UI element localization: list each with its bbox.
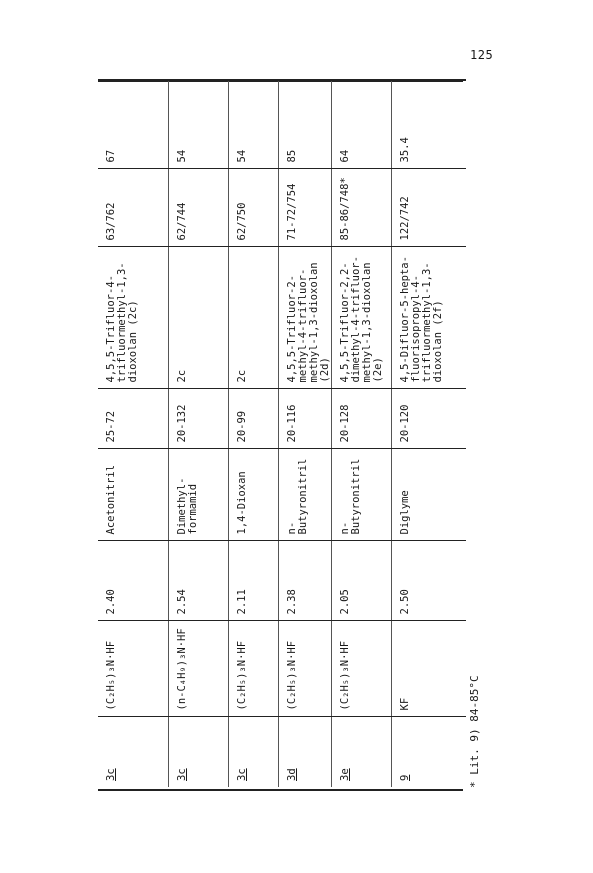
data-table [98, 79, 466, 787]
cell-id: 9 [391, 717, 466, 787]
cell-solvent: 1,4-Dioxan [228, 449, 278, 541]
cell-id: 3d [278, 717, 331, 787]
table-row [331, 80, 391, 787]
cell-temp: 20-116 [278, 389, 331, 449]
cell-bp: 71-72/754 [278, 169, 331, 247]
cell-reagent: (C₂H₅)₃N·HF [98, 621, 168, 717]
cell-ratio: 2.11 [228, 541, 278, 621]
cell-product: 2c [168, 247, 228, 389]
cell-yield: 35.4 [391, 80, 466, 169]
cell-solvent: Diglyme [391, 449, 466, 541]
table-row [391, 80, 466, 787]
cell-ratio: 2.38 [278, 541, 331, 621]
table-row [98, 80, 168, 787]
cell-ratio: 2.50 [391, 541, 466, 621]
cell-temp: 20-99 [228, 389, 278, 449]
cell-solvent: Acetonitril [98, 449, 168, 541]
cell-reagent: (C₂H₅)₃N·HF [278, 621, 331, 717]
cell-reagent: (n-C₄H₉)₃N·HF [168, 621, 228, 717]
cell-temp: 20-132 [168, 389, 228, 449]
cell-bp: 62/750 [228, 169, 278, 247]
cell-yield: 54 [228, 80, 278, 169]
cell-id: 3c [105, 768, 117, 781]
cell-yield: 85 [278, 80, 331, 169]
cell-product: 4,5,5-Trifluor-2,2- dimethyl-4-trifluor- methyl-1,3-dioxolan (2e) [331, 247, 391, 389]
cell-product: 4,5,5-Trifluor-4- trifluormethyl-1,3- dioxolan (2c) [98, 247, 168, 389]
cell-bp: 62/744 [168, 169, 228, 247]
table-row [168, 80, 228, 787]
cell-temp: 20-128 [331, 389, 391, 449]
cell-id: 3e [331, 717, 391, 787]
footnote: * Lit. 9) 84-85°C [468, 675, 481, 788]
cell-solvent: n-Butyronitril [331, 449, 391, 541]
cell-ratio: 2.05 [331, 541, 391, 621]
page-number: 125 [470, 48, 494, 62]
cell-product: 4,5,5-Trifluor-2- methyl-4-trifluor- methyl-1,3-dioxolan (2d) [278, 247, 331, 389]
cell-temp: 25-72 [98, 389, 168, 449]
cell-solvent: n-Butyronitril [278, 449, 331, 541]
cell-bp: 63/762 [98, 169, 168, 247]
cell-product: 2c [228, 247, 278, 389]
cell-reagent: (C₂H₅)₃N·HF [228, 621, 278, 717]
cell-ratio: 2.40 [98, 541, 168, 621]
data-table-rotated [98, 80, 463, 787]
cell-temp: 20-120 [391, 389, 466, 449]
cell-solvent: Dimethyl- formamid [168, 449, 228, 541]
cell-id: 3c [228, 717, 278, 787]
cell-id: 3c [168, 717, 228, 787]
cell-bp: 85-86/748* [331, 169, 391, 247]
cell-product: 4,5-Difluor-5-hepta- fluorisopropyl-4- trifluormethyl-1,3- dioxolan (2f) [391, 247, 466, 389]
cell-ratio: 2.54 [168, 541, 228, 621]
cell-reagent: KF [391, 621, 466, 717]
cell-yield: 64 [331, 80, 391, 169]
cell-yield: 54 [168, 80, 228, 169]
cell-reagent: (C₂H₅)₃N·HF [331, 621, 391, 717]
table-row [278, 80, 331, 787]
cell-yield: 67 [98, 80, 168, 169]
table-row [228, 80, 278, 787]
cell-bp: 122/742 [391, 169, 466, 247]
